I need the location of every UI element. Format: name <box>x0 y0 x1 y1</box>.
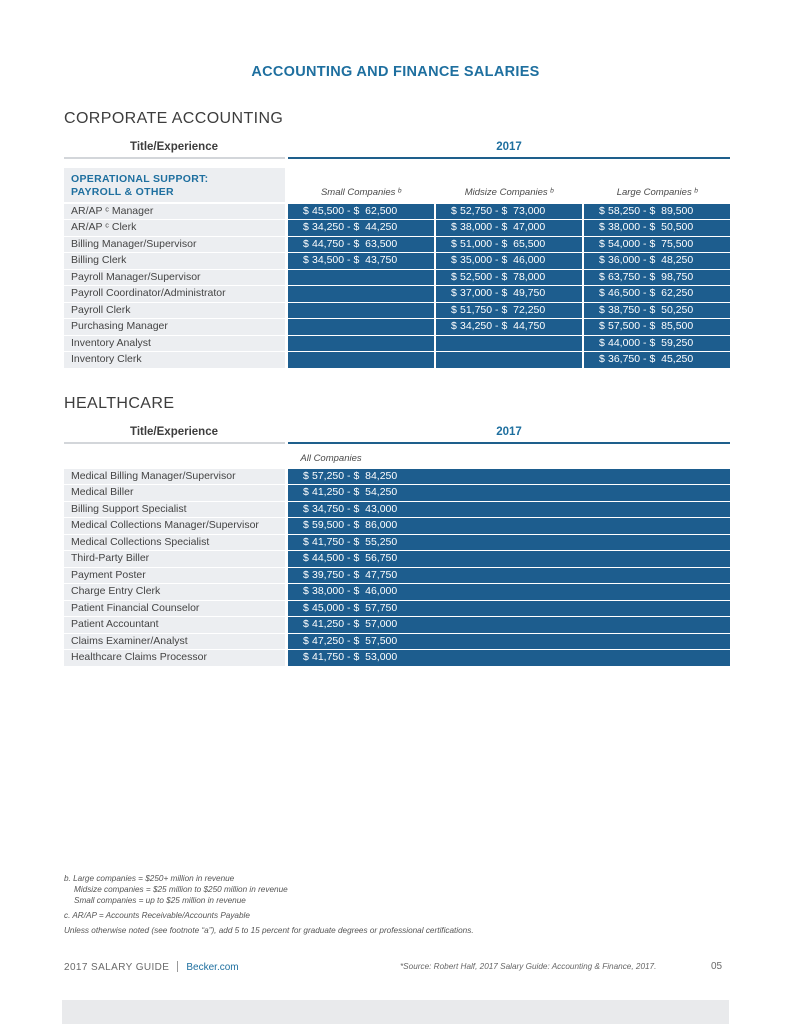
salary-cell <box>436 253 582 269</box>
salary-cell <box>584 286 730 302</box>
row-title: Payroll Clerk <box>64 303 285 319</box>
salary-cell <box>584 336 730 352</box>
footer-site-link[interactable]: Becker.com <box>186 962 239 973</box>
currency-symbol: $ <box>303 486 309 498</box>
currency-symbol: $ <box>599 237 605 250</box>
salary-cell <box>288 352 434 368</box>
column-header-all-companies: All Companies <box>300 453 362 464</box>
salary-range: 39,750 - $ 47,750 <box>312 568 398 581</box>
currency-symbol: $ <box>303 204 309 217</box>
salary-range: 54,000 - $ 75,500 <box>608 237 694 250</box>
currency-symbol: $ <box>303 618 309 630</box>
column-header-large: Large Companies ᵇ <box>616 187 698 198</box>
salary-range: 51,750 - $ 72,250 <box>460 303 546 316</box>
column-header-midsize: Midsize Companies ᵇ <box>464 187 554 198</box>
row-title: AR/AP ᶜ Manager <box>64 204 285 220</box>
salary-cell <box>584 270 730 286</box>
row-title: Patient Accountant <box>64 617 285 633</box>
salary-cell <box>288 336 434 352</box>
salary-cell <box>288 270 434 286</box>
footnote-c: c. AR/AP = Accounts Receivable/Accounts Payable <box>64 911 250 920</box>
table-row <box>64 650 730 667</box>
salary-cell <box>288 286 434 302</box>
salary-cell <box>288 518 730 534</box>
currency-symbol: $ <box>451 254 457 266</box>
salary-range: 34,250 - $ 44,750 <box>460 320 546 332</box>
salary-cell <box>436 220 582 236</box>
table-row <box>64 253 730 270</box>
salary-cell <box>288 220 434 236</box>
salary-cell <box>288 584 730 600</box>
page-title: ACCOUNTING AND FINANCE SALARIES <box>251 64 540 80</box>
salary-range: 47,250 - $ 57,500 <box>312 634 398 647</box>
footnote-note: Unless otherwise noted (see footnote “a”), add 5 to 15 percent for graduate degrees or professional certifications. <box>64 926 474 935</box>
currency-symbol: $ <box>303 535 309 548</box>
bottom-band <box>62 1000 729 1024</box>
currency-symbol: $ <box>303 519 309 531</box>
salary-cell <box>584 204 730 220</box>
currency-symbol: $ <box>303 568 309 581</box>
salary-cell <box>288 469 730 485</box>
currency-symbol: $ <box>599 254 605 266</box>
currency-symbol: $ <box>451 287 457 299</box>
salary-cell <box>436 204 582 220</box>
currency-symbol: $ <box>451 270 457 283</box>
salary-range: 38,000 - $ 47,000 <box>460 221 546 233</box>
currency-symbol: $ <box>599 287 605 299</box>
salary-range: 57,500 - $ 85,500 <box>608 320 694 332</box>
currency-symbol: $ <box>303 601 309 614</box>
row-title: Charge Entry Clerk <box>64 584 285 600</box>
currency-symbol: $ <box>303 237 309 250</box>
salary-cell <box>288 568 730 584</box>
column-header-year: 2017 <box>496 141 522 153</box>
salary-range: 45,500 - $ 62,500 <box>312 204 398 217</box>
salary-cell <box>288 485 730 501</box>
salary-cell <box>436 286 582 302</box>
salary-cell <box>288 204 434 220</box>
footer-source: *Source: Robert Half, 2017 Salary Guide: Accounting & Finance, 2017. <box>400 962 657 971</box>
salary-range: 38,000 - $ 50,500 <box>608 221 694 233</box>
table-row <box>64 469 730 486</box>
group-heading-line2: PAYROLL & OTHER <box>71 186 174 198</box>
salary-cell <box>288 237 434 253</box>
salary-cell <box>436 303 582 319</box>
salary-range: 45,000 - $ 57,750 <box>312 601 398 614</box>
salary-range: 44,500 - $ 56,750 <box>312 552 398 564</box>
table-row <box>64 336 730 353</box>
row-title: AR/AP ᶜ Clerk <box>64 220 285 236</box>
currency-symbol: $ <box>599 303 605 316</box>
salary-range: 36,000 - $ 48,250 <box>608 254 694 266</box>
currency-symbol: $ <box>599 320 605 332</box>
salary-cell <box>288 551 730 567</box>
table-row <box>64 352 730 369</box>
currency-symbol: $ <box>599 221 605 233</box>
footer-guide <box>64 961 239 973</box>
table-row <box>64 535 730 552</box>
salary-range: 41,750 - $ 53,000 <box>312 651 398 663</box>
salary-cell <box>436 336 582 352</box>
table-row <box>64 303 730 320</box>
salary-range: 44,000 - $ 59,250 <box>608 336 694 349</box>
table-row <box>64 286 730 303</box>
salary-cell <box>436 319 582 335</box>
salary-cell <box>288 253 434 269</box>
row-title: Medical Billing Manager/Supervisor <box>64 469 285 485</box>
salary-cell <box>584 220 730 236</box>
footnote-b-small: Small companies = up to $25 million in revenue <box>74 896 246 905</box>
table-row <box>64 319 730 336</box>
currency-symbol: $ <box>451 204 457 217</box>
row-title: Billing Manager/Supervisor <box>64 237 285 253</box>
footnotes <box>64 873 474 936</box>
currency-symbol: $ <box>599 336 605 349</box>
salary-cell <box>584 303 730 319</box>
column-header-title: Title/Experience <box>130 426 218 438</box>
currency-symbol: $ <box>303 502 309 515</box>
salary-range: 46,500 - $ 62,250 <box>608 287 694 299</box>
salary-cell <box>436 270 582 286</box>
row-title: Claims Examiner/Analyst <box>64 634 285 650</box>
header-rule-grey <box>64 157 285 159</box>
group-heading-line1: OPERATIONAL SUPPORT: <box>71 173 209 185</box>
salary-range: 63,750 - $ 98,750 <box>608 270 694 283</box>
currency-symbol: $ <box>599 204 605 217</box>
salary-range: 34,250 - $ 44,250 <box>312 221 398 233</box>
table-row <box>64 237 730 254</box>
row-title: Medical Biller <box>64 485 285 501</box>
salary-cell <box>288 535 730 551</box>
table-row <box>64 584 730 601</box>
salary-range: 44,750 - $ 63,500 <box>312 237 398 250</box>
salary-cell <box>288 319 434 335</box>
table-row <box>64 204 730 221</box>
salary-range: 57,250 - $ 84,250 <box>312 469 398 482</box>
currency-symbol: $ <box>599 270 605 283</box>
row-title: Inventory Clerk <box>64 352 285 368</box>
table-row <box>64 220 730 237</box>
header-rule-blue <box>288 442 730 444</box>
salary-cell <box>584 352 730 368</box>
salary-range: 52,750 - $ 73,000 <box>460 204 546 217</box>
table-row <box>64 518 730 535</box>
column-header-year: 2017 <box>496 426 522 438</box>
row-title: Healthcare Claims Processor <box>64 650 285 666</box>
section-title-corporate: CORPORATE ACCOUNTING <box>64 110 284 127</box>
salary-cell <box>436 352 582 368</box>
salary-range: 38,750 - $ 50,250 <box>608 303 694 316</box>
header-rule-grey <box>64 442 285 444</box>
currency-symbol: $ <box>451 303 457 316</box>
footer-separator <box>177 961 178 972</box>
salary-range: 52,500 - $ 78,000 <box>460 270 546 283</box>
salary-range: 41,750 - $ 55,250 <box>312 535 398 548</box>
salary-cell <box>288 634 730 650</box>
salary-cell <box>288 303 434 319</box>
salary-cell <box>288 601 730 617</box>
table-row <box>64 601 730 618</box>
row-title: Billing Clerk <box>64 253 285 269</box>
footnote-b-midsize: Midsize companies = $25 million to $250 million in revenue <box>74 885 288 894</box>
row-title: Billing Support Specialist <box>64 502 285 518</box>
currency-symbol: $ <box>303 585 309 597</box>
salary-cell <box>436 237 582 253</box>
salary-cell <box>288 617 730 633</box>
currency-symbol: $ <box>451 221 457 233</box>
footer-guide-text: 2017 SALARY GUIDE <box>64 962 170 973</box>
salary-range: 51,000 - $ 65,500 <box>460 237 546 250</box>
salary-cell <box>288 502 730 518</box>
table-row <box>64 617 730 634</box>
currency-symbol: $ <box>451 237 457 250</box>
table-row <box>64 551 730 568</box>
salary-range: 34,500 - $ 43,750 <box>312 254 398 266</box>
table-row <box>64 568 730 585</box>
row-title: Payment Poster <box>64 568 285 584</box>
salary-cell <box>584 253 730 269</box>
salary-range: 36,750 - $ 45,250 <box>608 353 694 365</box>
salary-cell <box>288 650 730 666</box>
row-title: Payroll Manager/Supervisor <box>64 270 285 286</box>
currency-symbol: $ <box>451 320 457 332</box>
salary-range: 34,750 - $ 43,000 <box>312 502 398 515</box>
salary-range: 38,000 - $ 46,000 <box>312 585 398 597</box>
salary-range: 35,000 - $ 46,000 <box>460 254 546 266</box>
currency-symbol: $ <box>303 221 309 233</box>
header-rule-blue <box>288 157 730 159</box>
currency-symbol: $ <box>303 469 309 482</box>
column-header-title: Title/Experience <box>130 141 218 153</box>
salary-range: 37,000 - $ 49,750 <box>460 287 546 299</box>
footnote-b-large: b. Large companies = $250+ million in revenue <box>64 874 235 883</box>
salary-cell <box>584 237 730 253</box>
currency-symbol: $ <box>303 634 309 647</box>
currency-symbol: $ <box>599 353 605 365</box>
salary-range: 59,500 - $ 86,000 <box>312 519 398 531</box>
section-title-healthcare: HEALTHCARE <box>64 395 175 412</box>
table-row <box>64 485 730 502</box>
salary-range: 41,250 - $ 57,000 <box>312 618 398 630</box>
column-header-small: Small Companies ᵇ <box>320 187 402 198</box>
group-heading <box>64 168 285 202</box>
table-row <box>64 502 730 519</box>
currency-symbol: $ <box>303 651 309 663</box>
row-title: Inventory Analyst <box>64 336 285 352</box>
row-title: Medical Collections Specialist <box>64 535 285 551</box>
salary-range: 41,250 - $ 54,250 <box>312 486 398 498</box>
row-title: Third-Party Biller <box>64 551 285 567</box>
row-title: Payroll Coordinator/Administrator <box>64 286 285 302</box>
row-title: Patient Financial Counselor <box>64 601 285 617</box>
currency-symbol: $ <box>303 254 309 266</box>
row-title: Medical Collections Manager/Supervisor <box>64 518 285 534</box>
page-number: 05 <box>711 961 723 972</box>
salary-range: 58,250 - $ 89,500 <box>608 204 694 217</box>
row-title: Purchasing Manager <box>64 319 285 335</box>
table-row <box>64 270 730 287</box>
salary-cell <box>584 319 730 335</box>
currency-symbol: $ <box>303 552 309 564</box>
table-row <box>64 634 730 651</box>
